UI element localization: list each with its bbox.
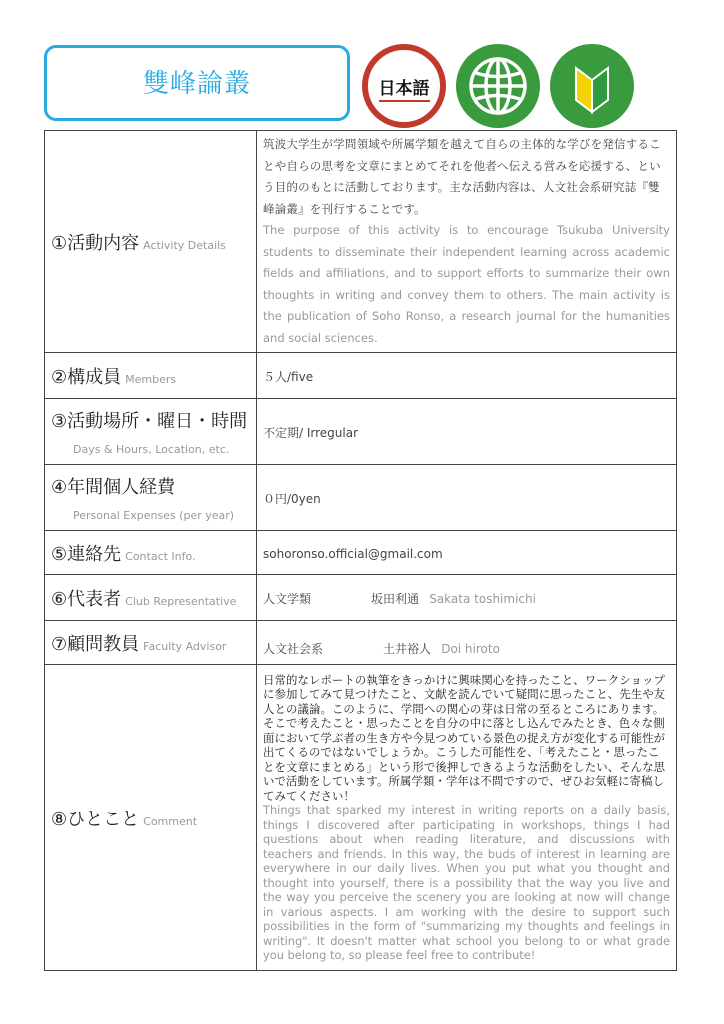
activity-text-jp: 筑波大学生が学問領域や所属学類を越えて自らの主体的な学びを発信することや自らの思考を文章にまとめてそれを他者へ伝える営みを応援する、という目的のもとに活動しております。主な活動内容は、人文社会系研究誌『雙峰論叢』を刊行することです。 <box>263 137 661 216</box>
advisor-name-en: Doi hiroto <box>441 642 500 656</box>
table-row <box>45 131 677 353</box>
row-value <box>257 131 677 353</box>
beginner-mark-icon[interactable] <box>550 44 634 128</box>
expenses-value: ０円/0yen <box>263 492 321 506</box>
label-jp: ⑥代表者 <box>51 588 122 610</box>
label-en: Comment <box>143 814 198 828</box>
row-value <box>257 531 677 575</box>
comment-text-jp: 日常的なレポートの執筆をきっかけに興味関心を持ったこと、ワークショップに参加してみて見つけたこと、文献を読んでいて疑問に思ったこと、先生や友人との議論。このように、学問への関心の芽は日常の至るところにあります。そこで考えたこと・思ったことを自分の中に落とし込んでみたとき、色々な側面において学ぶ者の生き方や今見つめている景色の捉え方が変化する可能性が出てくるのではないでしょうか。こうした可能性を、「考えたこと・思ったことを文章にまとめる」という形で後押しできるような活動をしたい、そんな思いで活動をしています。所属学類・学年は不問ですので、ぜひお気軽に寄稿してみてください！ <box>263 672 666 803</box>
label-jp: ③活動場所・曜日・時間 <box>51 411 248 432</box>
label-en: Days & Hours, Location, etc. <box>73 443 230 456</box>
representative-name-en: Sakata toshimichi <box>429 592 536 606</box>
advisor-name: 土井裕人 <box>383 642 432 656</box>
table-row <box>45 621 677 665</box>
label-en: Personal Expenses (per year) <box>73 509 235 522</box>
label-en: Contact Info. <box>125 549 196 563</box>
row-value <box>257 465 677 531</box>
language-badge[interactable] <box>362 44 446 128</box>
table-row <box>45 353 677 399</box>
globe-icon[interactable] <box>456 44 540 128</box>
row-label <box>45 621 257 665</box>
row-value <box>257 353 677 399</box>
row-value <box>257 621 677 665</box>
label-jp: ④年間個人経費 <box>51 477 176 498</box>
row-label <box>45 353 257 399</box>
contact-email[interactable]: sohoronso.official@gmail.com <box>263 547 443 561</box>
row-label <box>45 575 257 621</box>
row-label <box>45 399 257 465</box>
comment-text-en: Things that sparked my interest in writing reports on a daily basis, things I discovered after participating in workshops, things I had questions about when reading literature, and discussions with teachers and friends. In this way, the buds of interest in learning are everywhere in our daily lives. When you put what you thought and thought into yourself, there is a possibility that the way you live and the way you perceive the scenery you are looking at now will change in various aspects. I am working with the desire to support such possibilities in the form of "summarizing my thoughts and feelings in writing". It doesn't matter what school you belong to or what grade you belong to, so please feel free to contribute! <box>263 803 670 962</box>
info-table <box>44 130 677 971</box>
table-row <box>45 399 677 465</box>
row-label <box>45 465 257 531</box>
label-jp: ⑧ひとこと <box>51 808 140 830</box>
label-en: Activity Details <box>143 238 226 252</box>
table-row <box>45 531 677 575</box>
label-en: Club Representative <box>125 594 237 608</box>
row-value <box>257 399 677 465</box>
row-value <box>257 575 677 621</box>
representative-department: 人文学類 <box>263 592 312 606</box>
schedule-value: 不定期/ Irregular <box>263 426 359 440</box>
label-jp: ①活動内容 <box>51 232 140 254</box>
row-label <box>45 531 257 575</box>
advisor-department: 人文社会系 <box>263 642 324 656</box>
page-title: 雙峰論叢 <box>142 68 251 99</box>
label-jp: ②構成員 <box>51 366 122 388</box>
table-row <box>45 465 677 531</box>
title-box <box>44 45 350 121</box>
label-jp: ⑤連絡先 <box>51 543 122 565</box>
table-row <box>45 575 677 621</box>
members-value: ５人/five <box>263 370 314 384</box>
label-en: Faculty Advisor <box>143 639 227 653</box>
table-row <box>45 665 677 971</box>
language-badge-label: 日本語 <box>379 74 430 102</box>
row-label <box>45 665 257 971</box>
activity-text-en: The purpose of this activity is to encourage Tsukuba University students to disseminate their independent learning across academic fields and affiliations, and to support efforts to summarize their own thoughts in writing and convey them to others. The main activity is the publication of Soho Ronso, a research journal for the humanities and social sciences. <box>263 223 670 345</box>
label-en: Members <box>125 372 177 386</box>
representative-name: 坂田利通 <box>371 592 420 606</box>
label-jp: ⑦顧問教員 <box>51 633 140 655</box>
row-label <box>45 131 257 353</box>
row-value <box>257 665 677 971</box>
